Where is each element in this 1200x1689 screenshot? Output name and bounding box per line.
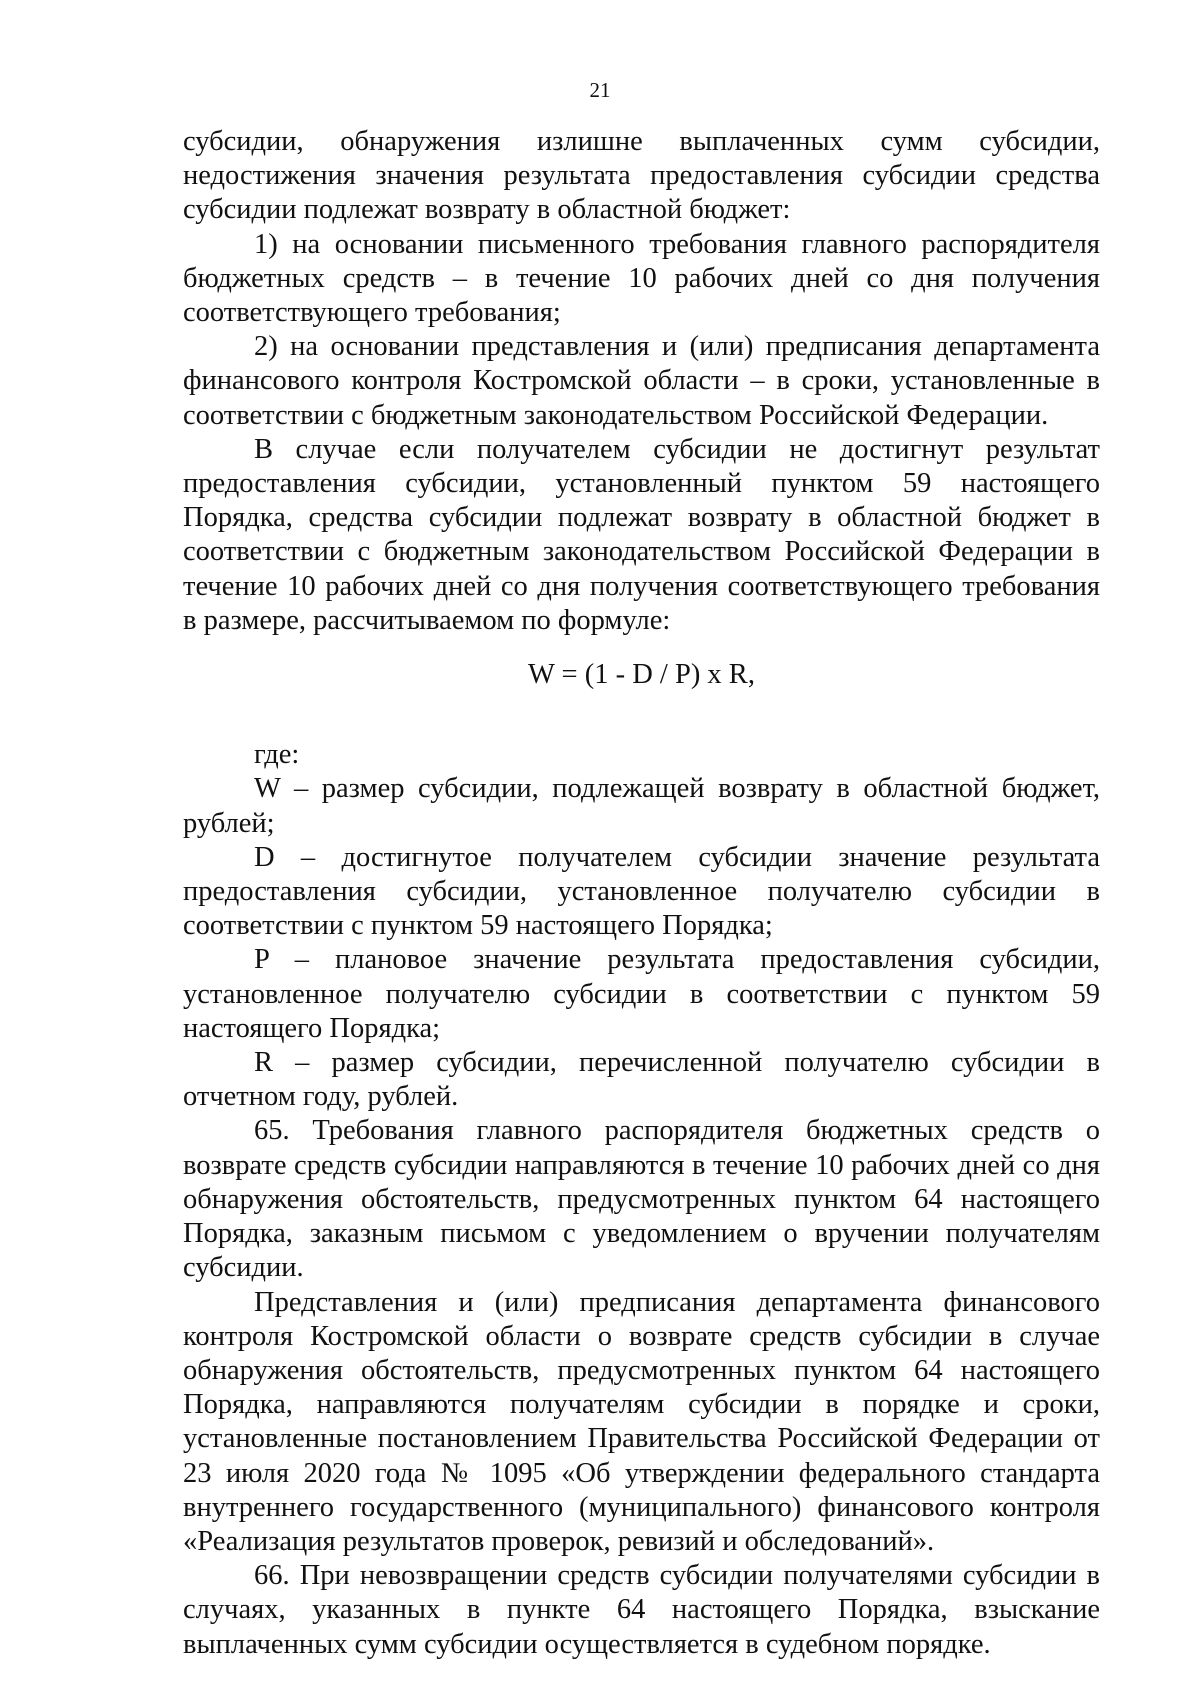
formula-definition-p: P – плановое значение результата предоставления субсидии, установленное получателю субсидии в соответствии с пунктом 59 настоящего Порядка; — [183, 944, 1100, 1044]
section-65: 65. Требования главного распорядителя бюджетных средств о возврате средств субсидии направляются в течение 10 рабочих дней со дня обнаружения обстоятельств, предусмотренных пунктом 64 настоящего Порядка, заказным письмом с уведомлением о вручении получателям субсидии. — [183, 1115, 1100, 1284]
formula-definition-w: W – размер субсидии, подлежащей возврату в областной бюджет, рублей; — [183, 773, 1100, 839]
list-item-1: 1) на основании письменного требования главного распорядителя бюджетных средств – в течение 10 рабочих дней со дня получения соответствующего требования; — [183, 228, 1100, 329]
formula-definition-r: R – размер субсидии, перечисленной получателю субсидии в отчетном году, рублей. — [183, 1047, 1100, 1113]
page-number: 21 — [589, 78, 611, 102]
formula: W = (1 - D / P) x R, — [528, 659, 755, 691]
paragraph-formula-intro: В случае если получателем субсидии не достигнут результат предоставления субсидии, установленный пунктом 59 настоящего Порядка, средства субсидии подлежат возврату в областной бюджет в соответствии с бюджетным законодательством Российской Федерации в течение 10 рабочих дней со дня получения соответствующего требования в размере, рассчитываемом по формуле: — [183, 433, 1100, 636]
section-65-paragraph-2: Представления и (или) предписания департамента финансового контроля Костромской области о возврате средств субсидии в случае обнаружения обстоятельств, предусмотренных пунктом 64 настоящего Порядка, направляются получателям субсидии в порядке и сроки, установленные постановлением Правительства Российской Федерации от 23 июля 2020 года № 1095 «Об утверждении федерального стандарта внутреннего государственного (муниципального) финансового контроля «Реализация результатов проверок, ревизий и обследований». — [183, 1286, 1100, 1557]
formula-definition-d: D – достигнутое получателем субсидии значение результата предоставления субсидии, установленное получателю субсидии в соответствии с пунктом 59 настоящего Порядка; — [183, 841, 1100, 942]
list-item-2: 2) на основании представления и (или) предписания департамента финансового контроля Костромской области – в сроки, установленные в соответствии с бюджетным законодательством Российской Федерации. — [183, 331, 1100, 431]
formula-where-label: где: — [254, 739, 300, 771]
section-66: 66. При невозвращении средств субсидии получателями субсидии в случаях, указанных в пункте 64 настоящего Порядка, взыскание выплаченных сумм субсидии осуществляется в судебном порядке. — [183, 1560, 1100, 1660]
paragraph-continuation: субсидии, обнаружения излишне выплаченных сумм субсидии, недостижения значения результата предоставления субсидии средства субсидии подлежат возврату в областной бюджет: — [183, 126, 1100, 226]
document-body — [183, 125, 1100, 1662]
